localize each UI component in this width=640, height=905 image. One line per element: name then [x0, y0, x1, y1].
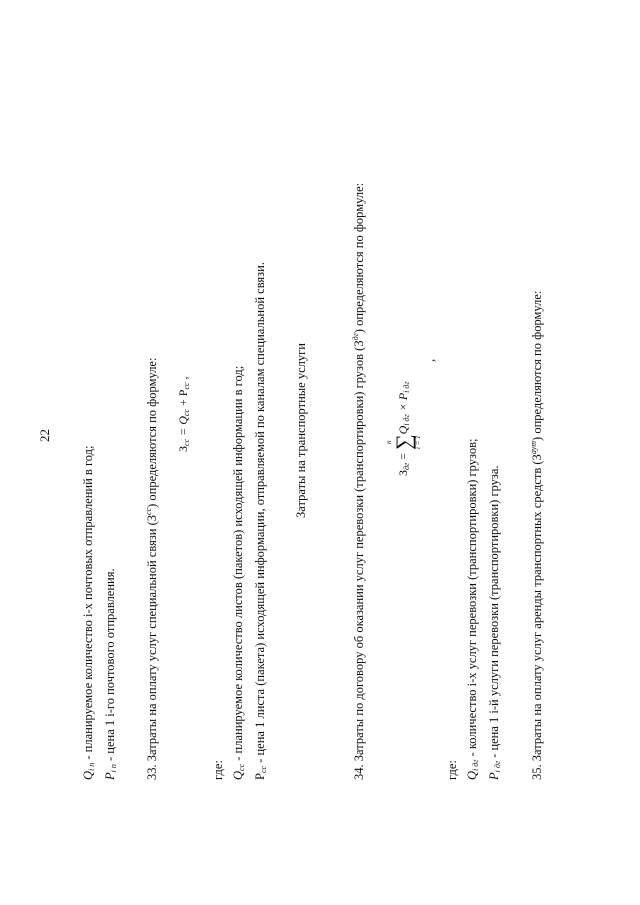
- q-in-symbol: Q: [81, 770, 95, 780]
- q-cc-symbol: Q: [231, 770, 245, 780]
- page-number-text: 22: [37, 429, 52, 442]
- item-35-text-after: ) определяются по формуле:: [530, 290, 544, 441]
- formula-34-comma: [424, 359, 437, 362]
- item-35-subscript: аут: [529, 440, 538, 455]
- p-cc-definition: [254, 262, 268, 780]
- item-34-symbol: З: [352, 340, 366, 347]
- formula-33: [176, 376, 191, 452]
- p-in-subscript: i п: [109, 764, 118, 773]
- where-label-2: [446, 760, 459, 780]
- q-cc-text: - планируемое количество листов (пакетов) исходящей информации в год;: [231, 365, 245, 764]
- item-33-subscript: сс: [144, 507, 153, 515]
- where-label-2-text: где:: [445, 760, 459, 780]
- formula-34-q: Q: [395, 425, 410, 435]
- formula-33-q-sub: сс: [182, 409, 191, 417]
- formula-34: [386, 381, 422, 476]
- formula-33-comma: ,: [176, 376, 190, 383]
- item-34-text-after: ) определяются по формуле:: [352, 182, 366, 334]
- p-in-text: - цена 1 i-го почтового отправления.: [103, 568, 117, 765]
- q-dg-subscript: i дг: [471, 759, 480, 771]
- where-label-1-text: где:: [211, 760, 225, 780]
- sum-upper-limit: n: [385, 440, 393, 444]
- item-35-heading: [530, 291, 544, 780]
- p-in-definition: [104, 568, 118, 780]
- formula-34-comma-text: ,: [423, 358, 437, 362]
- formula-34-p-sub: i дг: [401, 381, 411, 393]
- page-number: [38, 429, 51, 442]
- item-35-symbol: З: [530, 454, 544, 461]
- q-cc-subscript: сс: [237, 763, 246, 771]
- p-dg-text: - цена 1 i-й услуги перевозки (транспортировки) груза.: [487, 465, 501, 761]
- p-cc-text: - цена 1 листа (пакета) исходящей информации, отправляемой по каналам специальной связи.: [253, 262, 267, 766]
- q-in-subscript: i п: [87, 762, 96, 771]
- item-34-heading: [352, 183, 366, 780]
- sum-symbol: [386, 434, 422, 450]
- p-dg-symbol: P: [487, 772, 501, 780]
- p-dg-subscript: i дг: [493, 760, 502, 773]
- where-label-1: [212, 760, 225, 780]
- formula-33-lhs-sub: сс: [182, 438, 191, 446]
- item-35-text-before: 35. Затраты на оплату услуг аренды транспортных средств (: [530, 460, 544, 780]
- p-dg-definition: [488, 465, 502, 780]
- formula-33-plus-p: + P: [176, 389, 190, 409]
- formula-34-lhs-sub: дг: [401, 462, 411, 470]
- q-in-text: - планируемое количество i-х почтовых отправлений в год;: [81, 445, 95, 763]
- q-cc-definition: [232, 366, 246, 780]
- section-heading-text: Затраты на транспортные услуги: [294, 343, 308, 518]
- q-in-definition: [82, 446, 96, 781]
- section-heading: [295, 343, 308, 518]
- q-dg-text: - количество i-х услуг перевозки (транспортировки) грузов;: [465, 438, 479, 760]
- q-dg-definition: [466, 438, 480, 780]
- item-33-text-after: ) определяются по формуле:: [145, 357, 159, 508]
- item-33-text-before: 33. Затраты на оплату услуг специальной связи (: [145, 521, 159, 780]
- formula-33-q: = Q: [176, 416, 190, 439]
- sigma-icon: ∑: [391, 434, 416, 451]
- item-34-subscript: дг: [351, 333, 360, 341]
- p-in-symbol: P: [103, 772, 117, 780]
- p-cc-symbol: P: [253, 773, 267, 780]
- formula-33-p-sub: сс: [182, 382, 191, 390]
- formula-33-lhs: З: [176, 445, 190, 452]
- item-33-symbol: З: [145, 514, 159, 522]
- formula-34-times-p: × P: [395, 392, 410, 415]
- q-dg-symbol: Q: [465, 770, 479, 780]
- formula-34-eq: =: [395, 450, 410, 463]
- item-33-heading: [145, 358, 159, 780]
- formula-34-q-sub: i дг: [401, 414, 411, 426]
- sum-lower-limit: i = 1: [414, 435, 422, 450]
- formula-34-lhs: З: [395, 469, 410, 476]
- p-cc-subscript: сс: [259, 765, 268, 774]
- item-34-text-before: 34. Затраты по договору об оказании услуг перевозки (транспортировки) грузов (: [352, 346, 366, 780]
